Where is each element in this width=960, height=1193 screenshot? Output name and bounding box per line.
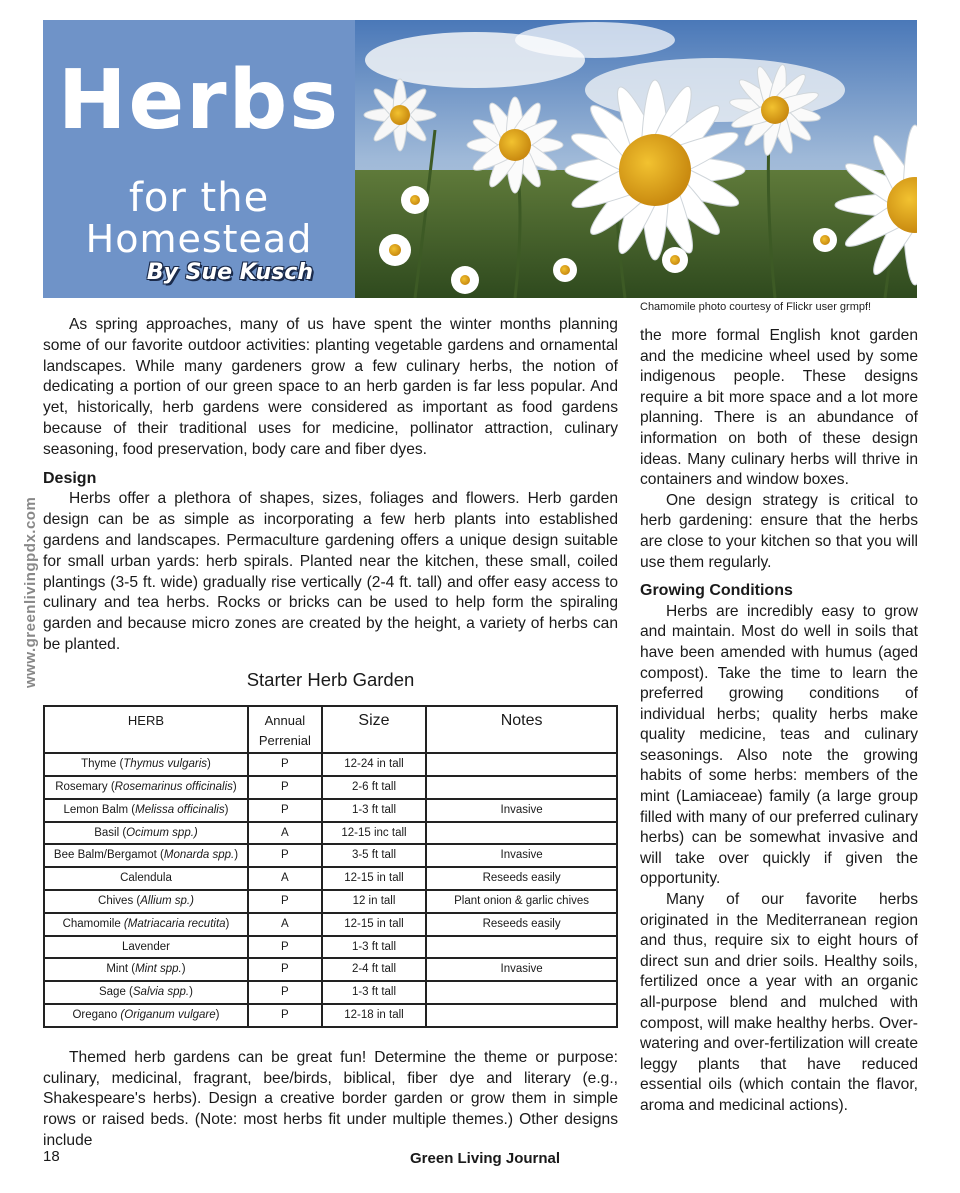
header-annual: Annual Perrenial — [248, 706, 322, 754]
herb-name-cell — [44, 936, 248, 959]
right-paragraph-4: Many of our favorite herbs originated in the Mediterranean region and thus, require six to eight hours of direct sun and drier soils. Healthy soils, fertilized once a year with an organic all-purpose blend and mulched with compost, will make healthy herbs. Over-watering and over-fertilization will create leggy plants that have reduced essential oils (which contain the flavor, aroma and medicinal actions). — [640, 891, 918, 1114]
herb-common-name: Sage ( — [98, 986, 133, 999]
herb-common-name: Lavender — [122, 940, 170, 953]
herb-name-cell — [44, 981, 248, 1004]
notes-cell: Invasive — [426, 844, 617, 867]
table-title: Starter Herb Garden — [246, 668, 415, 690]
annual-perennial-cell: A — [248, 913, 322, 936]
herb-common-name: Lemon Balm ( — [63, 803, 136, 816]
size-cell: 3-5 ft tall — [322, 844, 426, 867]
intro-paragraph: As spring approaches, many of us have spent the winter months planning some of our favorite outdoor activities: planting vegetable gardens and ornamental landscapes. While many gardeners grow a few culinary herbs, the notion of dedicating a portion of our green space to an herb garden is far less popular. And yet, historically, herb gardens were considered as important as food gardens because of their traditional uses for medicine, pollinator attraction, culinary seasoning, food preservation, body care and fiber dyes. — [43, 316, 618, 458]
herb-common-name: Calendula — [120, 872, 172, 885]
herb-common-name: Thyme ( — [81, 758, 124, 771]
size-cell: 1-3 ft tall — [322, 799, 426, 822]
notes-cell — [426, 981, 617, 1004]
herb-common-name: Basil ( — [94, 826, 127, 839]
herb-name-cell — [44, 890, 248, 913]
right-paragraph-3: Herbs are incredibly easy to grow and maintain. Most do well in soils that have been amended with humus (aged compost). Take the time to learn the preferred growing conditions of individual herbs; quality herbs make quality medicine, teas and culinary seasonings. Also note the growing habits of some herbs: members of the mint (Lamiaceae) family (a large group filled with many of our preferred culinary herbs) can be somewhat invasive and will take over quickly if given the opportunity. — [640, 602, 918, 888]
notes-cell — [426, 753, 617, 776]
table-row — [44, 776, 617, 799]
journal-name: Green Living Journal — [410, 1150, 561, 1167]
annual-perennial-cell: P — [248, 844, 322, 867]
article-subtitle-line1: for the — [128, 175, 270, 221]
herb-name-close: ) — [181, 963, 186, 976]
herb-name-cell — [44, 958, 248, 981]
size-cell: 2-4 ft tall — [322, 958, 426, 981]
notes-cell — [426, 1004, 617, 1027]
herb-name-cell — [44, 844, 248, 867]
header-herb: HERB — [44, 706, 248, 754]
herb-common-name: Chamomile — [62, 917, 124, 930]
notes-cell — [426, 936, 617, 959]
herb-name-close: ) — [215, 1008, 220, 1021]
table-row — [44, 867, 617, 890]
annual-perennial-cell: A — [248, 822, 322, 845]
herb-common-name: Chives ( — [98, 894, 141, 907]
photo-caption: Chamomile photo courtesy of Flickr user grmpf! — [640, 301, 872, 313]
herb-name-close: ) — [232, 780, 237, 793]
herb-common-name: Rosemary ( — [55, 780, 115, 793]
article-subtitle-line2: Homestead — [85, 217, 313, 261]
table-row — [44, 1004, 617, 1027]
table-row — [44, 981, 617, 1004]
annual-perennial-cell: P — [248, 981, 322, 1004]
size-cell: 1-3 ft tall — [322, 981, 426, 1004]
herb-name-close: ) — [189, 986, 193, 999]
annual-perennial-cell: P — [248, 776, 322, 799]
left-column — [43, 315, 618, 1152]
header-banner — [43, 20, 917, 298]
herb-name-close: ) — [207, 758, 211, 771]
herb-common-name: Oregano — [72, 1008, 121, 1021]
herb-common-name: Mint ( — [106, 963, 136, 976]
table-row — [44, 822, 617, 845]
table-row — [44, 936, 617, 959]
annual-perennial-cell: P — [248, 936, 322, 959]
herb-name-close: ) — [225, 917, 230, 930]
herb-latin-name: Melissa officinalis — [135, 803, 225, 816]
herb-latin-name: (Origanum vulgare — [120, 1008, 216, 1021]
right-column — [640, 326, 918, 1117]
size-cell: 2-6 ft tall — [322, 776, 426, 799]
herb-latin-name: Salvia spp. — [132, 986, 190, 999]
annual-perennial-cell: P — [248, 958, 322, 981]
table-row — [44, 753, 617, 776]
design-heading: Design — [43, 469, 97, 487]
table-row — [44, 799, 617, 822]
page-number: 18 — [43, 1148, 60, 1165]
right-paragraph-2: One design strategy is critical to herb gardening: ensure that the herbs are close to your kitchen so that you will use them regularly. — [640, 491, 918, 571]
article-title: Herbs — [57, 53, 341, 148]
author-byline: By Sue Kusch — [146, 260, 313, 285]
daisy-large — [565, 80, 745, 260]
herb-latin-name: Ocimum spp.) — [126, 826, 198, 839]
herb-latin-name: (Matriacaria recutita — [123, 917, 226, 930]
herb-name-cell — [44, 776, 248, 799]
annual-perennial-cell: P — [248, 753, 322, 776]
table-row — [44, 890, 617, 913]
herb-name-cell — [44, 822, 248, 845]
table-row — [44, 844, 617, 867]
herb-latin-name: Monarda spp. — [163, 849, 235, 862]
growing-conditions-heading: Growing Conditions — [640, 582, 793, 600]
notes-cell: Plant onion & garlic chives — [426, 890, 617, 913]
notes-cell: Reseeds easily — [426, 867, 617, 890]
design-paragraph: Herbs offer a plethora of shapes, sizes, foliages and flowers. Herb garden design can be as simple as incorporating a few herb plants into established gardens and landscapes. Permaculture gardening offers a unique design suitable for small urban yards: herb spirals. Planted near the kitchen, these small, coiled plantings (3-5 ft. wide) gradually rise vertically (2-4 ft. tall) and offer easy access to culinary and tea herbs. Rocks or bricks can be used to help form the spiraling garden and because micro zones are created by the height, a variety of herbs can be planted. — [43, 490, 618, 653]
table-row — [44, 958, 617, 981]
header-size: Size — [322, 706, 426, 754]
size-cell: 12-15 inc tall — [322, 822, 426, 845]
size-cell: 1-3 ft tall — [322, 936, 426, 959]
notes-cell — [426, 822, 617, 845]
notes-cell: Invasive — [426, 799, 617, 822]
size-cell: 12-15 in tall — [322, 867, 426, 890]
notes-cell: Reseeds easily — [426, 913, 617, 936]
annual-perennial-cell: P — [248, 890, 322, 913]
herb-name-cell — [44, 1004, 248, 1027]
herb-latin-name: Allium sp.) — [140, 894, 194, 907]
annual-perennial-cell: A — [248, 867, 322, 890]
side-url: www.greenlivingpdx.com — [22, 496, 39, 688]
herb-common-name: Bee Balm/Bergamot ( — [53, 849, 164, 862]
notes-cell: Invasive — [426, 958, 617, 981]
herb-latin-name: Rosemarinus officinalis — [114, 780, 233, 793]
size-cell: 12 in tall — [322, 890, 426, 913]
size-cell: 12-18 in tall — [322, 1004, 426, 1027]
herb-name-close: ) — [224, 803, 229, 816]
size-cell: 12-24 in tall — [322, 753, 426, 776]
annual-perennial-cell: P — [248, 1004, 322, 1027]
themed-paragraph: Themed herb gardens can be great fun! Determine the theme or purpose: culinary, medicinal, fragrant, bee/birds, biblical, fiber dye and literary (e.g., Shakespeare's herbs). Design a creative border garden or grow them in simple rows or raised beds. (Note: most herbs fit under multiple themes.) Other designs include — [43, 1048, 618, 1149]
herb-name-cell — [44, 867, 248, 890]
herb-latin-name: Mint spp. — [135, 963, 182, 976]
table-body — [44, 753, 617, 1027]
herb-name-close: ) — [234, 849, 239, 862]
herb-latin-name: Thymus vulgaris — [123, 758, 207, 771]
header-notes: Notes — [426, 706, 617, 754]
herb-name-cell — [44, 753, 248, 776]
table-row — [44, 913, 617, 936]
herb-name-cell — [44, 799, 248, 822]
annual-perennial-cell: P — [248, 799, 322, 822]
title-panel — [43, 20, 355, 298]
notes-cell — [426, 776, 617, 799]
chamomile-photo — [355, 20, 917, 298]
daisy-left — [364, 79, 436, 151]
herb-table — [43, 705, 618, 1028]
size-cell: 12-15 in tall — [322, 913, 426, 936]
table-header-row — [44, 706, 617, 754]
herb-name-cell — [44, 913, 248, 936]
right-paragraph-1: the more formal English knot garden and the medicine wheel used by some indigenous people. These designs require a bit more space and a lot more planning. There is an abundance of information on both of these design ideas. Many culinary herbs will thrive in containers and window boxes. — [640, 327, 918, 489]
